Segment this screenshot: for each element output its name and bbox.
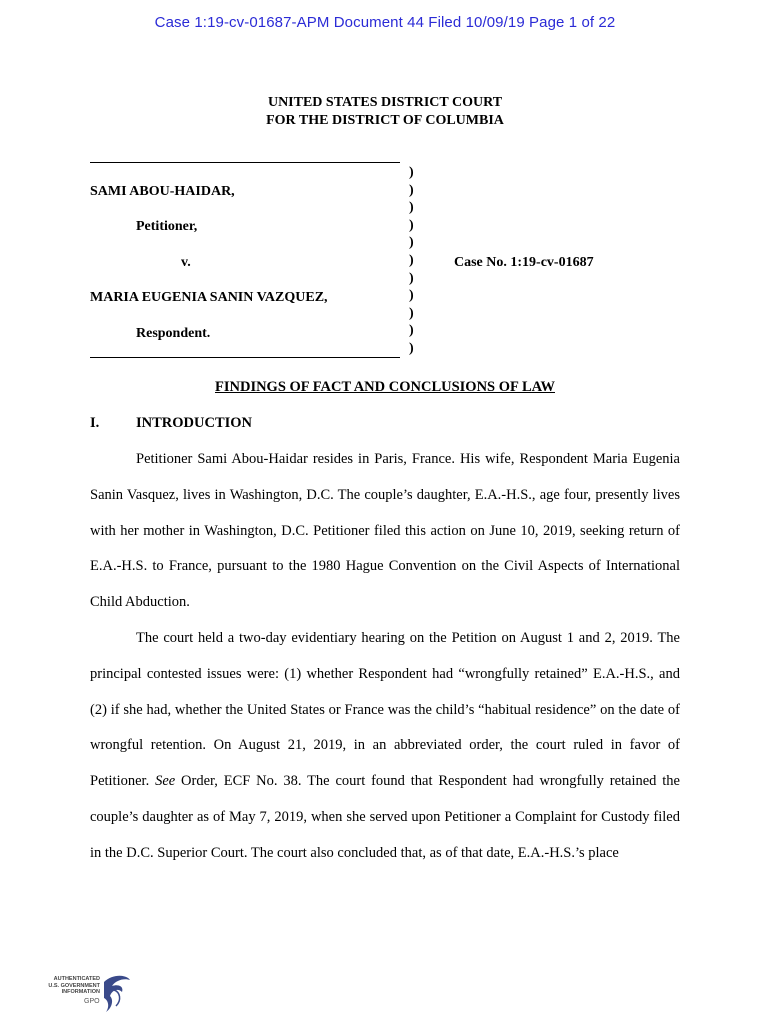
case-number: Case No. 1:19-cv-01687 bbox=[454, 255, 594, 270]
seal-gpo-label: GPO bbox=[84, 998, 100, 1005]
respondent-name: MARIA EUGENIA SANIN VAZQUEZ, bbox=[90, 290, 328, 305]
court-heading bbox=[0, 94, 770, 130]
petitioner-role: Petitioner, bbox=[136, 219, 198, 234]
caption-paren: ) bbox=[409, 165, 414, 180]
gpo-authentication-seal bbox=[44, 972, 134, 1016]
ecf-header-stamp: Case 1:19-cv-01687-APM Document 44 Filed 10/09/19 Page 1 of 22 bbox=[154, 14, 616, 31]
caption-paren: ) bbox=[409, 270, 414, 286]
document-title: FINDINGS OF FACT AND CONCLUSIONS OF LAW bbox=[215, 379, 555, 395]
caption-paren: ) bbox=[409, 305, 414, 321]
section-title: INTRODUCTION bbox=[136, 415, 253, 431]
caption-paren: ) bbox=[409, 288, 414, 304]
caption-paren: ) bbox=[409, 340, 414, 356]
caption-paren: ) bbox=[409, 235, 414, 251]
court-name-line-1: UNITED STATES DISTRICT COURT bbox=[267, 95, 503, 110]
seal-line-2: U.S. GOVERNMENT bbox=[48, 982, 100, 989]
caption-top-rule bbox=[90, 162, 400, 163]
caption-paren: ) bbox=[409, 323, 414, 339]
petitioner-name: SAMI ABOU-HAIDAR, bbox=[90, 184, 235, 199]
body-text bbox=[90, 442, 680, 872]
paragraph-1: Petitioner Sami Abou-Haidar resides in Paris, France. His wife, Respondent Maria Eugenia Sanin Vasquez, lives in Washington, D.C. The couple’s daughter, E.A.-H.S., age four, presently lives with her mother in Washington, D.C. Petitioner filed this action on June 10, 2019, seeking return of E.A.-H.S. to France, pursuant to the 1980 Hague Convention on the Civil Aspects of International Child Abduction. bbox=[90, 451, 680, 611]
section-number: I. bbox=[90, 415, 100, 431]
eagle-icon bbox=[100, 972, 134, 1016]
seal-line-1: AUTHENTICATED bbox=[53, 976, 100, 982]
seal-line-3: INFORMATION bbox=[61, 989, 100, 995]
caption-parentheses bbox=[409, 164, 414, 358]
caption-paren: ) bbox=[409, 252, 414, 268]
court-name-line-2: FOR THE DISTRICT OF COLUMBIA bbox=[266, 113, 504, 128]
caption-paren: ) bbox=[409, 182, 414, 198]
caption-paren: ) bbox=[409, 217, 414, 233]
paragraph-2: The court held a two-day evidentiary hearing on the Petition on August 1 and 2, 2019. The principal contested issues were: (1) whether Respondent had “wrongfully retained” E.A.-H.S., and (2) if she had, whether the United States or France was the child’s “habitual residence” on the date of wrongful retention. On August 21, 2019, in an abbreviated order, the court ruled in favor of Petitioner. See Order, ECF No. 38. The court found that Respondent had wrongfully retained the couple’s daughter as of May 7, 2019, when she served upon Petitioner a Complaint for Custody filed in the D.C. Superior Court. The court also concluded that, as of that date, E.A.-H.S.’s place bbox=[90, 629, 680, 861]
caption-paren: ) bbox=[409, 200, 414, 216]
respondent-role: Respondent. bbox=[136, 326, 211, 341]
seal-label bbox=[44, 976, 100, 996]
versus-label: v. bbox=[181, 255, 191, 270]
caption-bottom-rule bbox=[90, 357, 400, 358]
